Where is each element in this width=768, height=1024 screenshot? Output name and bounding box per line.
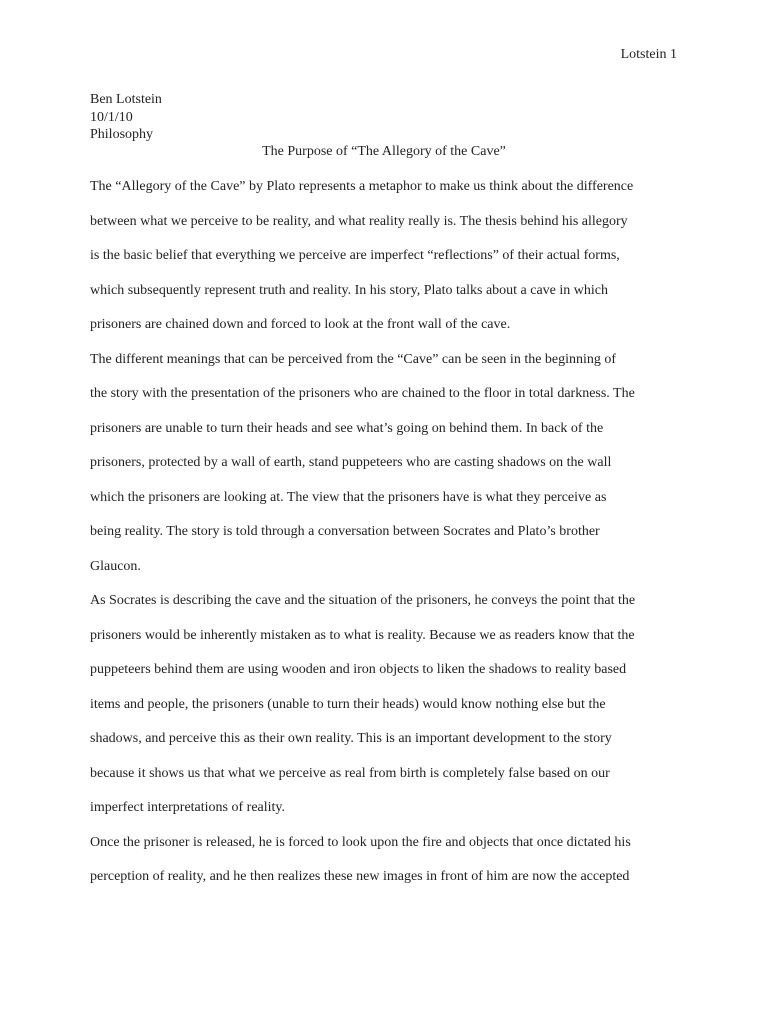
body-line: The “Allegory of the Cave” by Plato represents a metaphor to make us think about the difference: [90, 179, 634, 194]
body-line: which subsequently represent truth and reality. In his story, Plato talks about a cave in which: [90, 282, 608, 298]
heading-block: [90, 91, 162, 144]
body-line: the story with the presentation of the prisoners who are chained to the floor in total darkness. The: [90, 386, 635, 401]
running-header: Lotstein 1: [620, 47, 677, 62]
body-line: prisoners, protected by a wall of earth, stand puppeteers who are casting shadows on the wall: [90, 455, 612, 470]
body-line: prisoners would be inherently mistaken as to what is reality. Because we as readers know that the: [90, 627, 635, 643]
body-line: Once the prisoner is released, he is forced to look upon the fire and objects that once dictated his: [90, 834, 631, 850]
essay-body: [90, 175, 680, 900]
body-line: items and people, the prisoners (unable to turn their heads) would know nothing else but the: [90, 696, 606, 712]
body-line: which the prisoners are looking at. The view that the prisoners have is what they perceive as: [90, 489, 607, 505]
body-line: prisoners are unable to turn their heads and see what’s going on behind them. In back of the: [90, 420, 604, 436]
body-line: is the basic belief that everything we perceive are imperfect “reflections” of their actual forms,: [90, 248, 620, 263]
body-line: imperfect interpretations of reality.: [90, 800, 286, 815]
body-line: shadows, and perceive this as their own reality. This is an important development to the story: [90, 731, 612, 746]
body-line: because it shows us that what we perceive as real from birth is completely false based on our: [90, 765, 610, 781]
body-line: Glaucon.: [90, 558, 141, 574]
author-name: Ben Lotstein: [90, 92, 162, 107]
essay-date: 10/1/10: [90, 109, 133, 125]
body-line: As Socrates is describing the cave and the situation of the prisoners, he conveys the point that the: [90, 593, 636, 608]
essay-title: The Purpose of “The Allegory of the Cave”: [262, 144, 506, 159]
body-line: between what we perceive to be reality, and what reality really is. The thesis behind his allegory: [90, 213, 628, 229]
body-line: The different meanings that can be perceived from the “Cave” can be seen in the beginning of: [90, 351, 617, 367]
body-line: perception of reality, and he then realizes these new images in front of him are now the accepted: [90, 869, 630, 884]
body-line: puppeteers behind them are using wooden and iron objects to liken the shadows to reality based: [90, 662, 627, 677]
body-line: prisoners are chained down and forced to look at the front wall of the cave.: [90, 317, 511, 332]
course-name: Philosophy: [90, 127, 154, 142]
body-line: being reality. The story is told through a conversation between Socrates and Plato’s brother: [90, 524, 600, 539]
